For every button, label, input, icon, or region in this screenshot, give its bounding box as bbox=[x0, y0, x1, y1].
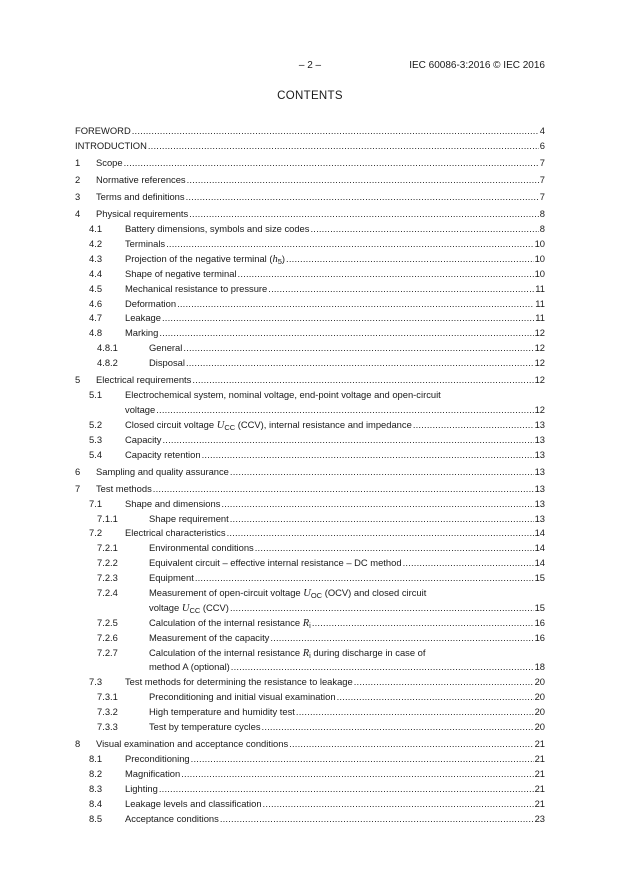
title-text: Visual examination and acceptance conditions bbox=[96, 738, 289, 750]
title-text: Magnification bbox=[125, 767, 181, 779]
toc-entry-number: 5.2 bbox=[89, 418, 103, 430]
dot-leader bbox=[190, 752, 534, 767]
toc-entry-title bbox=[125, 297, 176, 312]
toc-entry-number: 4 bbox=[75, 208, 81, 220]
toc-entry-title bbox=[96, 465, 229, 480]
toc-page-number: 13 bbox=[534, 482, 545, 494]
toc-entry-number: 4.6 bbox=[89, 297, 103, 309]
toc-entry-title bbox=[149, 601, 229, 616]
toc-entry[interactable] bbox=[75, 297, 545, 312]
toc-entry-title bbox=[125, 433, 161, 448]
toc-page-number: 16 bbox=[534, 631, 545, 643]
title-text: Marking bbox=[125, 327, 159, 339]
dot-leader bbox=[309, 222, 538, 237]
title-text: Deformation bbox=[125, 297, 177, 309]
toc-page-number: 11 bbox=[535, 312, 545, 324]
toc-entry-title bbox=[149, 341, 182, 356]
toc-entry[interactable] bbox=[75, 222, 545, 237]
toc-page-number: 15 bbox=[534, 601, 545, 613]
toc-entry-title bbox=[125, 797, 262, 812]
toc-entry[interactable] bbox=[75, 556, 545, 571]
toc-entry-number: 7.1 bbox=[89, 497, 103, 509]
dot-leader bbox=[226, 526, 534, 541]
toc-page-number: 12 bbox=[534, 374, 545, 386]
title-text: Terminals bbox=[125, 237, 166, 249]
toc-entry-title bbox=[149, 556, 402, 571]
title-text: Scope bbox=[96, 156, 123, 168]
dot-leader bbox=[152, 482, 534, 497]
dot-leader bbox=[219, 812, 534, 827]
math-symbol: U bbox=[216, 419, 225, 431]
toc-page-number: 11 bbox=[535, 297, 545, 309]
toc-entry-number: 4.2 bbox=[89, 237, 103, 249]
title-text: Leakage levels and classification bbox=[125, 797, 262, 809]
toc-entry[interactable] bbox=[75, 767, 545, 782]
toc-entry[interactable] bbox=[75, 190, 545, 205]
math-symbol: h bbox=[272, 253, 278, 265]
toc-entry-number: 7.2 bbox=[89, 527, 103, 539]
toc-entry[interactable] bbox=[75, 373, 545, 388]
dot-leader bbox=[229, 601, 534, 616]
toc-entry-number: 7.2.4 bbox=[97, 587, 118, 599]
toc-page-number: 12 bbox=[534, 357, 545, 369]
dot-leader bbox=[194, 571, 534, 586]
math-subscript: 5 bbox=[277, 256, 282, 266]
toc-entry[interactable] bbox=[75, 124, 545, 139]
dot-leader bbox=[161, 311, 534, 326]
title-text: Capacity bbox=[125, 433, 162, 445]
dot-leader bbox=[262, 797, 534, 812]
toc-entry-title bbox=[125, 267, 237, 282]
toc-entry-title bbox=[96, 373, 191, 388]
title-text: Preconditioning bbox=[125, 753, 190, 765]
toc-entry-number: 7.3.1 bbox=[97, 691, 118, 703]
title-text: Closed circuit voltage bbox=[125, 418, 217, 430]
toc-entry-title bbox=[149, 616, 311, 631]
toc-entry-number: 7 bbox=[75, 482, 81, 494]
toc-entry-number: 4.7 bbox=[89, 312, 103, 324]
toc-entry-title bbox=[125, 767, 180, 782]
dot-leader bbox=[161, 433, 533, 448]
dot-leader bbox=[185, 190, 539, 205]
toc-entry-title bbox=[149, 705, 295, 720]
toc-page-number: 8 bbox=[539, 208, 545, 220]
toc-page-number: 4 bbox=[539, 125, 545, 136]
title-text: Test by temperature cycles bbox=[149, 721, 261, 733]
toc-entry-number: 5 bbox=[75, 374, 81, 386]
dot-leader bbox=[285, 252, 534, 267]
title-text: Normative references bbox=[96, 174, 186, 186]
toc-page-number: 14 bbox=[534, 527, 545, 539]
title-text: Test methods for determining the resistance to leakage bbox=[125, 676, 353, 688]
title-text: Projection of the negative terminal ( bbox=[125, 252, 273, 264]
toc-entry[interactable] bbox=[75, 267, 545, 282]
toc-page-number: 20 bbox=[534, 721, 545, 733]
title-text: Acceptance conditions bbox=[125, 812, 219, 824]
toc-page-number: 21 bbox=[534, 738, 545, 750]
toc-entry[interactable] bbox=[75, 812, 545, 827]
toc-entry-number: 4.8 bbox=[89, 327, 103, 339]
math-symbol: U bbox=[303, 588, 311, 600]
toc-entry[interactable] bbox=[75, 737, 545, 752]
toc-entry-number: 8.2 bbox=[89, 767, 103, 779]
toc-entry-number: 8 bbox=[75, 738, 81, 750]
toc-entry[interactable] bbox=[75, 433, 545, 448]
toc-page-number: 23 bbox=[534, 812, 545, 824]
title-text: Measurement of open-circuit voltage bbox=[149, 587, 304, 599]
title-text: Measurement of the capacity bbox=[149, 631, 270, 643]
toc-entry-title bbox=[125, 448, 201, 463]
toc-entry-number: 4.8.2 bbox=[97, 357, 118, 369]
dot-leader bbox=[353, 675, 534, 690]
title-text: (CCV) bbox=[200, 601, 229, 613]
dot-leader bbox=[311, 616, 534, 631]
toc-page-number: 13 bbox=[534, 465, 545, 477]
title-text: Test methods bbox=[96, 482, 152, 494]
dot-leader bbox=[147, 139, 539, 154]
toc-entry-title bbox=[125, 388, 441, 403]
toc-entry-number: 2 bbox=[75, 174, 81, 186]
dot-leader bbox=[155, 403, 533, 418]
toc-entry-title bbox=[149, 541, 254, 556]
title-text: FOREWORD bbox=[75, 125, 131, 136]
toc-page-number: 21 bbox=[534, 782, 545, 794]
toc-entry-title bbox=[125, 311, 161, 326]
title-text: voltage bbox=[149, 601, 182, 613]
toc-entry-number: 7.1.1 bbox=[97, 512, 118, 524]
toc-entry-number: 8.4 bbox=[89, 797, 103, 809]
page-header-standard: IEC 60086-3:2016 © IEC 2016 bbox=[409, 60, 545, 71]
table-of-contents bbox=[75, 124, 545, 826]
title-text: Preconditioning and initial visual examination bbox=[149, 691, 336, 703]
dot-leader bbox=[186, 173, 539, 188]
toc-entry[interactable] bbox=[75, 156, 545, 171]
toc-entry[interactable] bbox=[75, 388, 545, 418]
dot-leader bbox=[336, 690, 534, 705]
toc-entry-number: 8.3 bbox=[89, 782, 103, 794]
toc-entry-number: 3 bbox=[75, 191, 81, 203]
title-text: Environmental conditions bbox=[149, 542, 254, 554]
dot-leader bbox=[288, 737, 533, 752]
title-text: Capacity retention bbox=[125, 448, 201, 460]
title-text: Leakage bbox=[125, 312, 161, 324]
title-text: General bbox=[149, 342, 183, 354]
toc-entry-title bbox=[96, 173, 186, 188]
math-symbol: R bbox=[302, 647, 310, 659]
toc-entry[interactable] bbox=[75, 797, 545, 812]
dot-leader bbox=[267, 282, 534, 297]
title-text: (CCV), internal resistance and impedance bbox=[235, 418, 412, 430]
toc-entry-title bbox=[96, 737, 288, 752]
math-symbol: U bbox=[181, 602, 190, 614]
dot-leader bbox=[229, 465, 534, 480]
toc-page-number: 20 bbox=[534, 691, 545, 703]
toc-page-number: 10 bbox=[534, 237, 545, 249]
toc-entry[interactable] bbox=[75, 782, 545, 797]
toc-entry-title bbox=[96, 207, 188, 222]
toc-entry-title bbox=[149, 631, 269, 646]
page-header-number: – 2 – bbox=[298, 60, 322, 71]
title-text: Physical requirements bbox=[96, 208, 189, 220]
toc-entry-number: 4.1 bbox=[89, 223, 103, 235]
title-text: Terms and definitions bbox=[96, 191, 185, 203]
toc-entry-number: 1 bbox=[75, 156, 81, 168]
toc-entry-title bbox=[149, 690, 336, 705]
toc-entry-title bbox=[125, 812, 219, 827]
toc-entry-title bbox=[125, 252, 285, 267]
dot-leader bbox=[230, 660, 534, 675]
toc-entry-title bbox=[125, 282, 267, 297]
title-text: High temperature and humidity test bbox=[149, 706, 295, 718]
toc-entry-title bbox=[75, 139, 147, 154]
dot-leader bbox=[295, 705, 534, 720]
toc-entry-title bbox=[125, 237, 165, 252]
title-text: Sampling and quality assurance bbox=[96, 465, 229, 477]
title-text: Shape requirement bbox=[149, 512, 229, 524]
toc-entry-number: 4.3 bbox=[89, 252, 103, 264]
toc-entry-number: 4.8.1 bbox=[97, 342, 118, 354]
toc-page-number: 12 bbox=[534, 403, 545, 415]
title-text: Calculation of the internal resistance bbox=[149, 646, 303, 658]
title-text: Lighting bbox=[125, 782, 158, 794]
toc-entry[interactable] bbox=[75, 497, 545, 512]
toc-entry[interactable] bbox=[75, 311, 545, 326]
toc-entry[interactable] bbox=[75, 720, 545, 735]
toc-page-number: 13 bbox=[534, 448, 545, 460]
toc-page-number: 7 bbox=[539, 156, 545, 168]
toc-page-number: 8 bbox=[539, 223, 545, 235]
dot-leader bbox=[158, 782, 534, 797]
toc-page-number: 14 bbox=[534, 542, 545, 554]
toc-entry-number: 7.3.3 bbox=[97, 721, 118, 733]
toc-entry-title bbox=[149, 586, 426, 601]
toc-entry[interactable] bbox=[75, 418, 545, 433]
title-text: (OCV) and closed circuit bbox=[322, 587, 427, 599]
toc-entry-number: 7.2.6 bbox=[97, 631, 118, 643]
toc-entry[interactable] bbox=[75, 690, 545, 705]
toc-entry-number: 8.5 bbox=[89, 812, 103, 824]
toc-entry-title bbox=[149, 512, 229, 527]
toc-entry-number: 5.4 bbox=[89, 448, 103, 460]
toc-entry-number: 7.2.1 bbox=[97, 542, 118, 554]
toc-entry-title bbox=[149, 646, 425, 661]
toc-entry-title bbox=[96, 482, 152, 497]
toc-page-number: 11 bbox=[535, 282, 545, 294]
math-subscript: i bbox=[309, 650, 311, 660]
title-text: Equivalent circuit – effective internal resistance – DC method bbox=[149, 557, 402, 569]
title-text: INTRODUCTION bbox=[75, 139, 147, 151]
toc-entry-number: 7.3.2 bbox=[97, 706, 118, 718]
toc-page-number: 10 bbox=[534, 252, 545, 264]
dot-leader bbox=[123, 156, 539, 171]
toc-entry[interactable] bbox=[75, 341, 545, 356]
toc-entry-number: 4.4 bbox=[89, 267, 103, 279]
title-text: Electrical characteristics bbox=[125, 527, 226, 539]
toc-entry[interactable] bbox=[75, 482, 545, 497]
toc-page-number: 6 bbox=[539, 139, 545, 151]
dot-leader bbox=[220, 497, 533, 512]
toc-entry-number: 7.3 bbox=[89, 676, 103, 688]
toc-entry-title bbox=[125, 326, 158, 341]
toc-entry-title bbox=[149, 356, 185, 371]
toc-entry-title bbox=[149, 571, 194, 586]
dot-leader bbox=[165, 237, 533, 252]
toc-entry[interactable] bbox=[75, 465, 545, 480]
title-text: Equipment bbox=[149, 572, 194, 584]
toc-page-number: 21 bbox=[534, 767, 545, 779]
toc-entry-title bbox=[125, 782, 158, 797]
toc-entry-number: 7.2.2 bbox=[97, 557, 118, 569]
title-text: Calculation of the internal resistance bbox=[149, 616, 303, 628]
toc-entry[interactable] bbox=[75, 326, 545, 341]
toc-page-number: 13 bbox=[534, 512, 545, 524]
toc-entry[interactable] bbox=[75, 173, 545, 188]
title-text: Electrochemical system, nominal voltage, end-point voltage and open-circuit bbox=[125, 389, 441, 401]
toc-entry[interactable] bbox=[75, 705, 545, 720]
math-symbol: R bbox=[302, 617, 310, 629]
toc-entry-number: 5.1 bbox=[89, 389, 103, 401]
toc-entry[interactable] bbox=[75, 586, 545, 616]
toc-entry-number: 4.5 bbox=[89, 282, 103, 294]
page-title: CONTENTS bbox=[277, 90, 343, 102]
toc-entry-title bbox=[125, 675, 353, 690]
dot-leader bbox=[180, 767, 533, 782]
title-text: ) bbox=[281, 252, 286, 264]
toc-page-number: 13 bbox=[534, 418, 545, 430]
toc-entry-title bbox=[75, 124, 131, 139]
toc-entry[interactable] bbox=[75, 752, 545, 767]
dot-leader bbox=[229, 512, 534, 527]
dot-leader bbox=[185, 356, 534, 371]
dot-leader bbox=[269, 631, 533, 646]
toc-page-number: 7 bbox=[539, 191, 545, 203]
dot-leader bbox=[402, 556, 534, 571]
toc-page-number: 18 bbox=[534, 661, 545, 673]
toc-entry-title bbox=[125, 222, 309, 237]
toc-entry[interactable] bbox=[75, 237, 545, 252]
toc-entry-number: 7.2.3 bbox=[97, 572, 118, 584]
title-text: Battery dimensions, symbols and size codes bbox=[125, 223, 310, 235]
toc-entry[interactable] bbox=[75, 448, 545, 463]
toc-entry-number: 7.2.7 bbox=[97, 646, 118, 658]
toc-entry-title bbox=[125, 752, 190, 767]
toc-entry[interactable] bbox=[75, 541, 545, 556]
toc-entry[interactable] bbox=[75, 512, 545, 527]
toc-entry-number: 5.3 bbox=[89, 433, 103, 445]
dot-leader bbox=[254, 541, 534, 556]
toc-entry[interactable] bbox=[75, 675, 545, 690]
toc-entry-title bbox=[125, 403, 155, 418]
toc-entry-title bbox=[125, 418, 412, 433]
toc-page-number: 20 bbox=[534, 676, 545, 688]
toc-page-number: 12 bbox=[534, 327, 545, 339]
toc-page-number: 15 bbox=[534, 572, 545, 584]
toc-entry[interactable] bbox=[75, 282, 545, 297]
toc-page-number: 21 bbox=[534, 797, 545, 809]
dot-leader bbox=[176, 297, 534, 312]
toc-entry-title bbox=[125, 497, 220, 512]
toc-entry[interactable] bbox=[75, 526, 545, 541]
toc-page-number: 12 bbox=[534, 342, 545, 354]
math-subscript: i bbox=[309, 620, 311, 630]
toc-page-number: 13 bbox=[534, 497, 545, 509]
title-text: voltage bbox=[125, 403, 156, 415]
toc-page-number: 10 bbox=[534, 267, 545, 279]
title-text: during discharge in case of bbox=[310, 646, 426, 658]
toc-page-number: 20 bbox=[534, 706, 545, 718]
toc-entry[interactable] bbox=[75, 571, 545, 586]
toc-entry-title bbox=[149, 660, 230, 675]
toc-entry[interactable] bbox=[75, 252, 545, 267]
toc-entry-number: 7.2.5 bbox=[97, 616, 118, 628]
toc-page-number: 14 bbox=[534, 557, 545, 569]
dot-leader bbox=[188, 207, 539, 222]
toc-entry[interactable] bbox=[75, 616, 545, 631]
title-text: Shape of negative terminal bbox=[125, 267, 237, 279]
toc-entry-number: 6 bbox=[75, 465, 81, 477]
dot-leader bbox=[201, 448, 534, 463]
math-subscript: OC bbox=[310, 591, 323, 601]
toc-page-number: 13 bbox=[534, 433, 545, 445]
toc-page-number: 21 bbox=[534, 753, 545, 765]
title-text: Mechanical resistance to pressure bbox=[125, 282, 268, 294]
toc-entry-title bbox=[96, 156, 123, 171]
toc-entry[interactable] bbox=[75, 139, 545, 154]
math-subscript: CC bbox=[189, 605, 201, 615]
toc-entry-title bbox=[149, 720, 261, 735]
toc-page-number: 7 bbox=[539, 174, 545, 186]
math-subscript: CC bbox=[224, 422, 236, 432]
title-text: method A (optional) bbox=[149, 661, 230, 673]
toc-entry-title bbox=[125, 526, 226, 541]
dot-leader bbox=[182, 341, 533, 356]
toc-entry[interactable] bbox=[75, 631, 545, 646]
dot-leader bbox=[131, 124, 539, 139]
dot-leader bbox=[158, 326, 533, 341]
title-text: Disposal bbox=[149, 357, 185, 369]
toc-entry-number: 8.1 bbox=[89, 753, 103, 765]
toc-entry[interactable] bbox=[75, 207, 545, 222]
toc-page-number: 16 bbox=[534, 616, 545, 628]
dot-leader bbox=[191, 373, 533, 388]
toc-entry-title bbox=[96, 190, 185, 205]
toc-entry[interactable] bbox=[75, 356, 545, 371]
toc-entry[interactable] bbox=[75, 646, 545, 676]
dot-leader bbox=[412, 418, 534, 433]
title-text: Shape and dimensions bbox=[125, 497, 221, 509]
dot-leader bbox=[237, 267, 534, 282]
dot-leader bbox=[261, 720, 534, 735]
title-text: Electrical requirements bbox=[96, 374, 192, 386]
